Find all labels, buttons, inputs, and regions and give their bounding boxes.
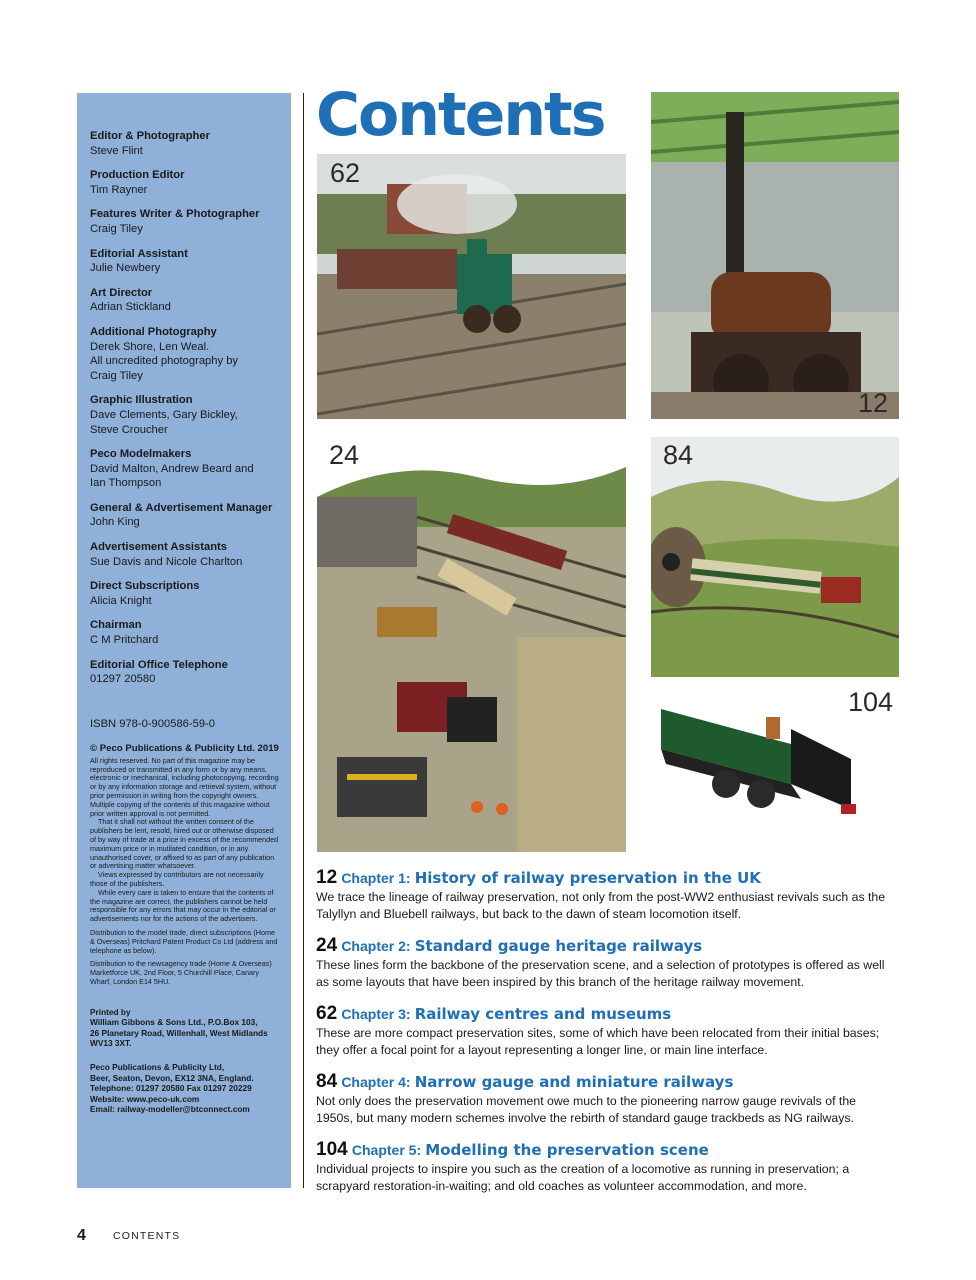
chapter-title: Narrow gauge and miniature railways: [414, 1073, 734, 1091]
credits-list: [90, 129, 279, 687]
credit-entry: [90, 325, 279, 383]
chapter-page: 24: [316, 935, 338, 956]
chapter-description: Not only does the preservation movement owe much to the pioneering narrow gauge revivals of the 1950s, but many modern schemes involve the rebirth of standard gauge trackbeds as NG railways.: [316, 1094, 857, 1125]
isbn: ISBN 978-0-900586-59-0: [90, 717, 216, 730]
credit-name: 01297 20580: [90, 673, 156, 686]
credit-role: Graphic Illustration: [90, 394, 193, 407]
chapter-page: 84: [316, 1071, 338, 1092]
photo-page-62: 62: [330, 158, 361, 188]
legal-paragraph: That it shall not without the written consent of the publishers be lent, resold, hired out or otherwise disposed of by way of trade at a price in excess of the recommended maximum price or in mutilated condition, or in any unauthorised cover, or affixed to as part of any publication or advertising matter whatsoever.: [90, 817, 279, 871]
printer-info: [90, 1007, 279, 1049]
chapter-entry: [316, 869, 896, 923]
chapter-entry: [316, 937, 896, 991]
credit-role: General & Advertisement Manager: [90, 501, 273, 514]
credit-role: Editor & Photographer: [90, 130, 210, 142]
credit-name: Adrian Stickland: [90, 301, 171, 314]
chapter-page: 12: [316, 867, 338, 888]
credit-name: Steve Flint: [90, 144, 143, 157]
chapter-description: Individual projects to inspire you such as the creation of a locomotive as running in preservation; a scrapyard restoration-in-waiting; and old coaches as volunteer accommodation, and more.: [316, 1162, 850, 1193]
chapter-entry: [316, 1073, 896, 1127]
credit-entry: [90, 168, 279, 197]
chapter-label: Chapter 4:: [341, 1074, 411, 1090]
printer-line: 26 Planetary Road, Willenhall, West Midlands: [90, 1027, 268, 1038]
chapter-entry: [316, 1141, 896, 1195]
credit-role: Art Director: [90, 286, 153, 299]
printer-line: Printed by: [90, 1006, 131, 1017]
credit-entry: [90, 618, 279, 647]
chapter-heading: [316, 869, 896, 888]
credit-name: Craig Tiley: [90, 369, 143, 382]
chapter-title: History of railway preservation in the UK: [414, 869, 761, 887]
credit-name: John King: [90, 516, 140, 529]
chapter-entry: [316, 1005, 896, 1059]
credits-sidebar: [77, 93, 291, 1188]
credit-role: Additional Photography: [90, 325, 217, 338]
photo-steam-train-yard: [317, 154, 626, 419]
credit-role: Chairman: [90, 619, 142, 632]
credit-entry: [90, 540, 279, 569]
publisher-line: Beer, Seaton, Devon, EX12 3NA, England.: [90, 1072, 254, 1083]
photo-page-104: 104: [848, 687, 894, 717]
credit-role: Production Editor: [90, 169, 185, 182]
credit-role: Advertisement Assistants: [90, 541, 227, 554]
credit-name: Alicia Knight: [90, 594, 152, 607]
chapter-label: Chapter 1:: [341, 870, 411, 886]
chapter-heading: [316, 1073, 896, 1092]
chapter-label: Chapter 2:: [341, 938, 411, 954]
printer-line: WV13 3XT.: [90, 1037, 132, 1048]
chapter-heading: [316, 1005, 896, 1024]
credit-name: Tim Rayner: [90, 183, 148, 196]
chapter-label: Chapter 5:: [351, 1142, 422, 1158]
chapter-label: Chapter 3:: [341, 1006, 411, 1022]
photo-narrow-gauge-layout: [651, 437, 899, 677]
credit-name: Julie Newbery: [90, 262, 161, 275]
publisher-line: Email: railway-modeller@btconnect.com: [90, 1103, 250, 1114]
publisher-line: Website: www.peco-uk.com: [90, 1093, 200, 1104]
credit-name: Craig Tiley: [90, 222, 143, 235]
credit-name: All uncredited photography by: [90, 355, 239, 368]
chapter-description: These are more compact preservation sites, some of which have been relocated from their initial bases; they offer a focal point for a layout representing a longer line, or main line interface.: [316, 1026, 880, 1057]
credit-role: Direct Subscriptions: [90, 580, 200, 593]
credit-role: Peco Modelmakers: [90, 448, 192, 461]
column-divider: [303, 93, 304, 1188]
chapter-title: Railway centres and museums: [414, 1005, 672, 1023]
chapter-title: Standard gauge heritage railways: [414, 937, 703, 955]
credit-name: C M Pritchard: [90, 634, 159, 647]
chapter-description: These lines form the backbone of the preservation scene, and a selection of prototypes is offered as well as some layouts that have been inspired by this branch of the heritage railway movement.: [316, 958, 885, 989]
legal-paragraph: All rights reserved. No part of this magazine may be reproduced or transmitted in any form or by any means, electronic or mechanical, including photocopying, recording or by any information storage and retrieval system, without prior permission in writing from the copyright owners. Multiple copying of the contents of this magazine without prior written approval is not permitted.: [90, 755, 279, 818]
credit-name: Steve Croucher: [90, 423, 168, 436]
legal-paragraph: While every care is taken to ensure that the contents of the magazine are correct, the publishers cannot be held responsible for any errors that may occur in the editorial or advertisements nor for the actions of the advertisers.: [90, 887, 276, 924]
credit-entry: [90, 247, 279, 276]
publisher-line: Telephone: 01297 20580 Fax 01297 20229: [90, 1083, 252, 1094]
credit-name: Dave Clements, Gary Bickley,: [90, 408, 238, 421]
publisher-info: [90, 1062, 279, 1114]
chapter-heading: [316, 937, 896, 956]
credit-entry: [90, 286, 279, 315]
credit-entry: [90, 207, 279, 236]
credit-entry: [90, 658, 279, 687]
chapter-description: We trace the lineage of railway preservation, not only from the post-WW2 enthusiast revivals such as the Talyllyn and Bluebell railways, but back to the dawn of steam locomotion itself.: [316, 890, 886, 921]
photo-page-24: 24: [329, 440, 360, 470]
copyright-line: © Peco Publications & Publicity Ltd. 2019: [90, 742, 279, 754]
chapter-heading: [316, 1141, 896, 1160]
legal-notice: [90, 757, 279, 924]
distribution-trade: Distribution to the model trade, direct subscriptions (Home & Overseas) Pritchard Patent Product Co Ltd (address and telephone as below).: [90, 927, 278, 955]
credit-name: Derek Shore, Len Weal.: [90, 340, 210, 353]
credit-entry: [90, 501, 279, 530]
photo-page-84: 84: [663, 440, 694, 470]
legal-paragraph: Views expressed by contributors are not necessarily those of the publishers.: [90, 870, 264, 888]
credit-entry: [90, 129, 279, 158]
photo-layout-station: [317, 437, 626, 852]
credit-entry: [90, 579, 279, 608]
publisher-line: Peco Publications & Publicity Ltd,: [90, 1062, 225, 1073]
photo-museum-locomotive: [651, 92, 899, 419]
photo-model-locomotive: [651, 689, 864, 851]
chapter-page: 104: [316, 1139, 348, 1160]
credit-role: Editorial Assistant: [90, 247, 188, 260]
credit-name: Ian Thompson: [90, 477, 162, 490]
credit-role: Editorial Office Telephone: [90, 658, 228, 671]
credit-name: David Malton, Andrew Beard and: [90, 462, 254, 475]
printer-line: William Gibbons & Sons Ltd., P.O.Box 103,: [90, 1017, 258, 1028]
distribution-newsagency: Distribution to the newsagency trade (Home & Overseas) Marketforce UK, 2nd Floor, 5 Churchill Place, Canary Wharf, London E14 5HU.: [90, 959, 272, 986]
footer-page-number: 4: [77, 1227, 86, 1244]
page-title: Contents: [316, 80, 605, 150]
chapter-title: Modelling the preservation scene: [425, 1141, 709, 1159]
credit-entry: [90, 447, 279, 491]
credit-role: Features Writer & Photographer: [90, 208, 260, 221]
photo-page-12: 12: [858, 388, 889, 418]
chapter-page: 62: [316, 1003, 338, 1024]
footer-section-label: CONTENTS: [113, 1230, 181, 1242]
credit-entry: [90, 393, 279, 437]
credit-name: Sue Davis and Nicole Charlton: [90, 555, 243, 568]
